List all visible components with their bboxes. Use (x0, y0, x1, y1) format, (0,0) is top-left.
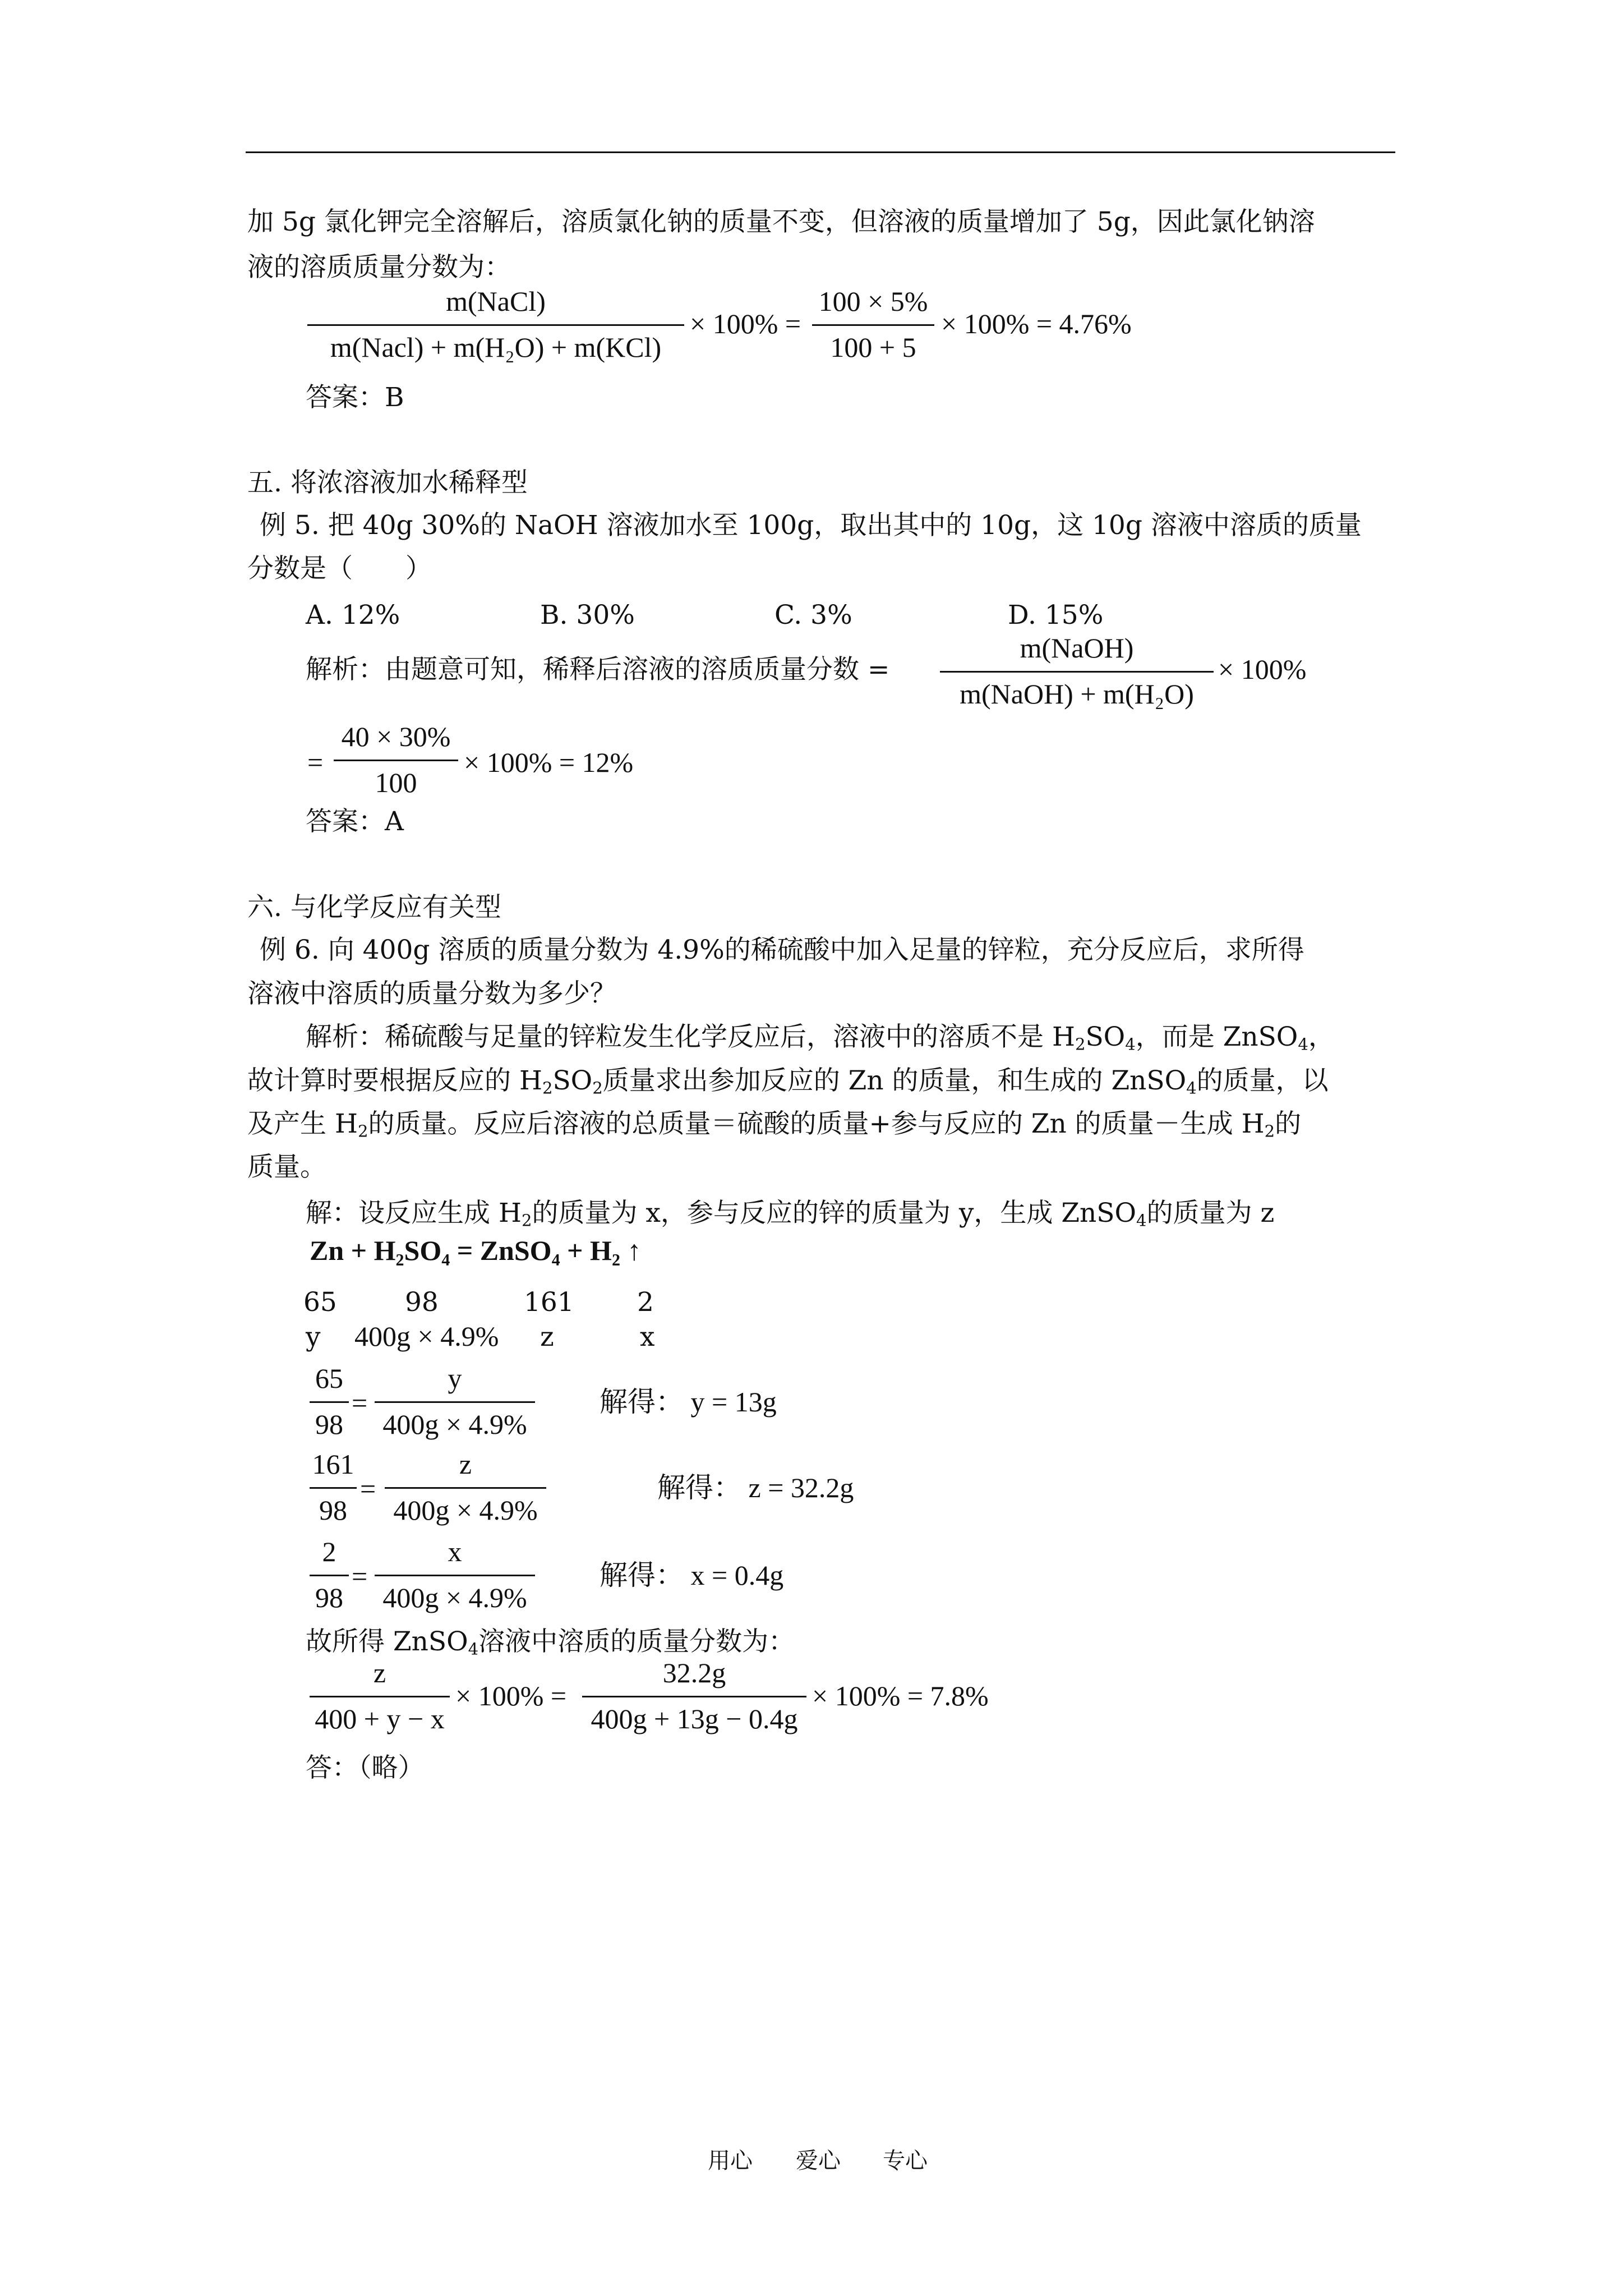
analysis6-line3: 及产生 $H_2$的质量。反应后溶液的总质量＝硫酸的质量+参与反应的 Zn 的质量－生成 $H_2$的 (247, 1108, 1302, 1141)
equals-sign: = (360, 1473, 376, 1504)
result-x: 解得： x = 0.4g (600, 1559, 784, 1591)
option-b: B. 30% (540, 600, 635, 631)
formula-result: × 100% = 7.8% (812, 1680, 989, 1711)
option-c: C. 3% (774, 600, 852, 631)
fraction-denominator: 400 + y − x (315, 1703, 445, 1734)
analysis6-line4: 质量。 (247, 1152, 326, 1182)
fraction-denominator: 98 (315, 1582, 343, 1613)
reaction-equation: Zn + H₂SO₄ = ZnSO₄ + H₂ ↑ (310, 1235, 642, 1266)
footer-text-2: 爱心 (796, 2148, 841, 2174)
fraction-numerator: m(NaOH) (1020, 632, 1134, 664)
header-rule (246, 151, 1395, 153)
fraction-numerator: m(NaCl) (446, 286, 546, 317)
option-a: A. 12% (306, 600, 400, 631)
fraction-denominator: 400g × 4.9% (382, 1409, 527, 1440)
footer-text-3: 专心 (883, 2148, 928, 2174)
solution-setup: 解：设反应生成 $H_2$的质量为 x，参与反应的锌的质量为 y，生成 ZnSO$_4$的质量为 z (306, 1198, 1275, 1230)
formula-result: × 100% = 12% (464, 747, 634, 778)
equals-sign: = (352, 1561, 368, 1592)
fraction-denominator: 100 + 5 (830, 332, 916, 363)
fraction-denominator: 400g + 13g − 0.4g (591, 1703, 798, 1734)
final-intro: 故所得 ZnSO$_4$溶液中溶质的质量分数为： (306, 1626, 795, 1659)
fraction-numerator: 2 (322, 1536, 336, 1567)
mass-h2so4: 98 (405, 1287, 439, 1318)
fraction-denominator: m(Nacl) + m(H₂O) + m(KCl) (330, 332, 662, 363)
equals-sign: = (307, 747, 324, 778)
fraction-denominator: 400g × 4.9% (393, 1494, 538, 1526)
result-z: 解得： z = 32.2g (657, 1472, 854, 1503)
fraction-denominator: 400g × 4.9% (382, 1582, 527, 1613)
mass-h2: 2 (637, 1287, 654, 1318)
analysis6-line2: 故计算时要根据反应的 $H_2SO_2$质量求出参加反应的 Zn 的质量，和生成的 ZnSO$_4$的质量，以 (247, 1065, 1329, 1098)
result-y: 解得： y = 13g (600, 1386, 777, 1418)
answer-b: 答案：B (306, 382, 404, 413)
formula-result: × 100% = 4.76% (941, 308, 1132, 339)
footer-text-1: 用心 (708, 2148, 753, 2174)
fraction-numerator: y (448, 1363, 462, 1394)
equals-sign: = (352, 1387, 368, 1419)
fraction-denominator: m(NaOH) + m(H₂O) (960, 678, 1194, 710)
fraction-numerator: 65 (315, 1363, 343, 1394)
unknown-y: y (306, 1322, 321, 1352)
section6-heading: 六. 与化学反应有关型 (247, 892, 501, 923)
fraction-numerator: 40 × 30% (341, 721, 451, 752)
fraction-numerator: 100 × 5% (818, 286, 928, 317)
mass-znso4: 161 (524, 1287, 574, 1318)
formula-operator: × 100% = (455, 1680, 567, 1711)
answer-omitted: 答：（略） (306, 1752, 425, 1783)
fraction-denominator: 98 (319, 1494, 347, 1526)
fraction-numerator: z (459, 1448, 472, 1480)
mass-zn: 65 (303, 1287, 337, 1318)
fraction-numerator: 32.2g (662, 1657, 726, 1688)
para1-line1: 加 5g 氯化钾完全溶解后，溶质氯化钠的质量不变，但溶液的质量增加了 5g，因此氯化钠溶 (247, 206, 1315, 237)
example6-line1: 例 6. 向 400g 溶质的质量分数为 4.9%的稀硫酸中加入足量的锌粒，充分反应后，求所得 (260, 935, 1304, 965)
example5-line2: 分数是（ ） (247, 553, 432, 584)
unknown-z: z (540, 1322, 554, 1352)
example5-line1: 例 5. 把 40g 30%的 NaOH 溶液加水至 100g，取出其中的 10g，这 10g 溶液中溶质的质量 (260, 510, 1362, 541)
unknown-x: x (640, 1322, 655, 1352)
para1-line2: 液的溶质质量分数为： (247, 252, 511, 283)
formula-naoh (940, 634, 1214, 712)
answer-a: 答案：A (306, 806, 404, 837)
analysis6-line1: 解析：稀硫酸与足量的锌粒发生化学反应后，溶液中的溶质不是 $H_2SO_4$，而是 ZnSO$_4$， (306, 1022, 1335, 1054)
fraction-denominator: 100 (375, 767, 417, 798)
fraction-numerator: 161 (312, 1448, 354, 1480)
fraction-numerator: x (448, 1536, 462, 1567)
fraction-numerator: z (373, 1657, 386, 1688)
formula-operator: × 100% = (690, 308, 801, 339)
analysis5-prefix: 解析：由题意可知，稀释后溶液的溶质质量分数 = (306, 654, 890, 685)
option-d: D. 15% (1008, 600, 1104, 631)
formula-dilution (334, 723, 458, 801)
formula-tail: × 100% (1218, 654, 1307, 685)
unknown-acid-mass: 400g × 4.9% (354, 1320, 499, 1352)
section5-heading: 五. 将浓溶液加水稀释型 (247, 467, 528, 498)
fraction-denominator: 98 (315, 1409, 343, 1440)
example6-line2: 溶液中溶质的质量分数为多少？ (247, 978, 616, 1009)
